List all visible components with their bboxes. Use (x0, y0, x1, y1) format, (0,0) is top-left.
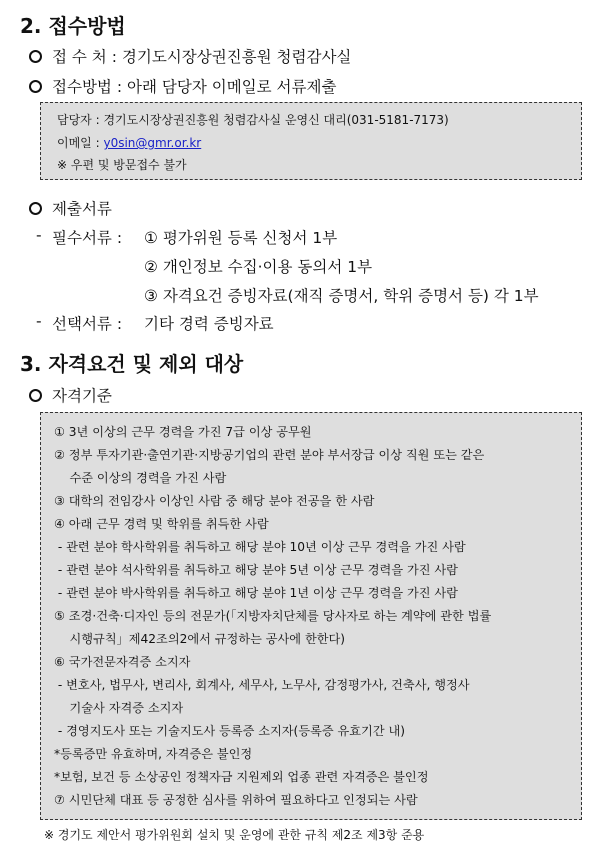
criteria-item: - 관련 분야 석사학위를 취득하고 해당 분야 5년 이상 근무 경력을 가진 사람 (54, 563, 458, 577)
criteria-item: ⑥ 국가전문자격증 소지자 (54, 655, 191, 669)
criteria-item: ⑤ 조경·건축·디자인 등의 전문가(「지방자치단체를 당사자로 하는 계약에 관한 법률 (54, 609, 492, 623)
bullet-circle-icon (29, 50, 42, 63)
required-doc-3: ③ 자격요건 증빙자료(재직 증명서, 학위 증명서 등) 각 1부 (144, 287, 539, 305)
criteria-item: ① 3년 이상의 근무 경력을 가진 7급 이상 공무원 (54, 425, 312, 439)
criteria-item: 수준 이상의 경력을 가진 사람 (54, 471, 227, 485)
contact-note: ※ 우편 및 방문접수 불가 (57, 158, 187, 172)
bullet-circle-icon (29, 202, 42, 215)
receipt-place-label: 접 수 처 (52, 48, 107, 66)
receipt-place-value: 경기도시장상권진흥원 청렴감사실 (121, 48, 352, 66)
optional-docs-label: 선택서류 : (52, 315, 123, 333)
receipt-method-label: 접수방법 (52, 78, 112, 96)
receipt-method-line: 접수방법 : 아래 담당자 이메일로 서류제출 (52, 78, 337, 96)
required-docs-label: 필수서류 : (52, 229, 123, 247)
receipt-method-value: 아래 담당자 이메일로 서류제출 (127, 78, 337, 96)
criteria-item: - 관련 분야 박사학위를 취득하고 해당 분야 1년 이상 근무 경력을 가진 사람 (54, 586, 458, 600)
section-3-heading: 3. 자격요건 및 제외 대상 (20, 352, 244, 376)
contact-email-line (57, 134, 201, 151)
bullet-circle-icon (29, 389, 42, 402)
receipt-place-line: 접 수 처 : 경기도시장상권진흥원 청렴감사실 (52, 48, 352, 66)
email-label: 이메일 : (57, 136, 100, 150)
bullet-circle-icon (29, 80, 42, 93)
submission-docs-heading: 제출서류 (52, 200, 112, 218)
contact-person: 담당자 : 경기도시장상권진흥원 청렴감사실 운영신 대리(031-5181-7173) (57, 113, 449, 127)
criteria-item: - 관련 분야 학사학위를 취득하고 해당 분야 10년 이상 근무 경력을 가진 사람 (54, 540, 466, 554)
email-link[interactable]: y0sin@gmr.or.kr (103, 136, 202, 150)
section-2-heading: 2. 접수방법 (20, 14, 126, 38)
criteria-heading: 자격기준 (52, 387, 112, 405)
criteria-item: - 변호사, 법무사, 변리사, 회계사, 세무사, 노무사, 감정평가사, 건축사, 행정사 (54, 678, 470, 692)
dash-marker: - (36, 226, 42, 244)
criteria-item: *보험, 보건 등 소상공인 정책자금 지원제외 업종 관련 자격증은 불인정 (54, 770, 429, 784)
criteria-item: - 경영지도사 또는 기술지도사 등록증 소지자(등록증 유효기간 내) (54, 724, 406, 738)
criteria-item: ⑦ 시민단체 대표 등 공정한 심사를 위하여 필요하다고 인정되는 사람 (54, 793, 418, 807)
optional-doc: 기타 경력 증빙자료 (144, 315, 274, 333)
criteria-item: ② 정부 투자기관·출연기관·지방공기업의 관련 분야 부서장급 이상 직원 또는 같은 (54, 448, 485, 462)
criteria-item: *등록증만 유효하며, 자격증은 불인정 (54, 747, 253, 761)
criteria-item: 시행규칙」제42조의2에서 규정하는 공사에 한한다) (54, 632, 346, 646)
criteria-item: 기술사 자격증 소지자 (54, 701, 184, 715)
criteria-item: ④ 아래 근무 경력 및 학위를 취득한 사람 (54, 517, 269, 531)
footnote: ※ 경기도 제안서 평가위원회 설치 및 운영에 관한 규칙 제2조 제3항 준용 (44, 828, 425, 842)
dash-marker: - (36, 312, 42, 330)
required-doc-2: ② 개인정보 수집·이용 동의서 1부 (144, 258, 373, 276)
required-doc-1: ① 평가위원 등록 신청서 1부 (144, 229, 338, 247)
criteria-item: ③ 대학의 전임강사 이상인 사람 중 해당 분야 전공을 한 사람 (54, 494, 375, 508)
